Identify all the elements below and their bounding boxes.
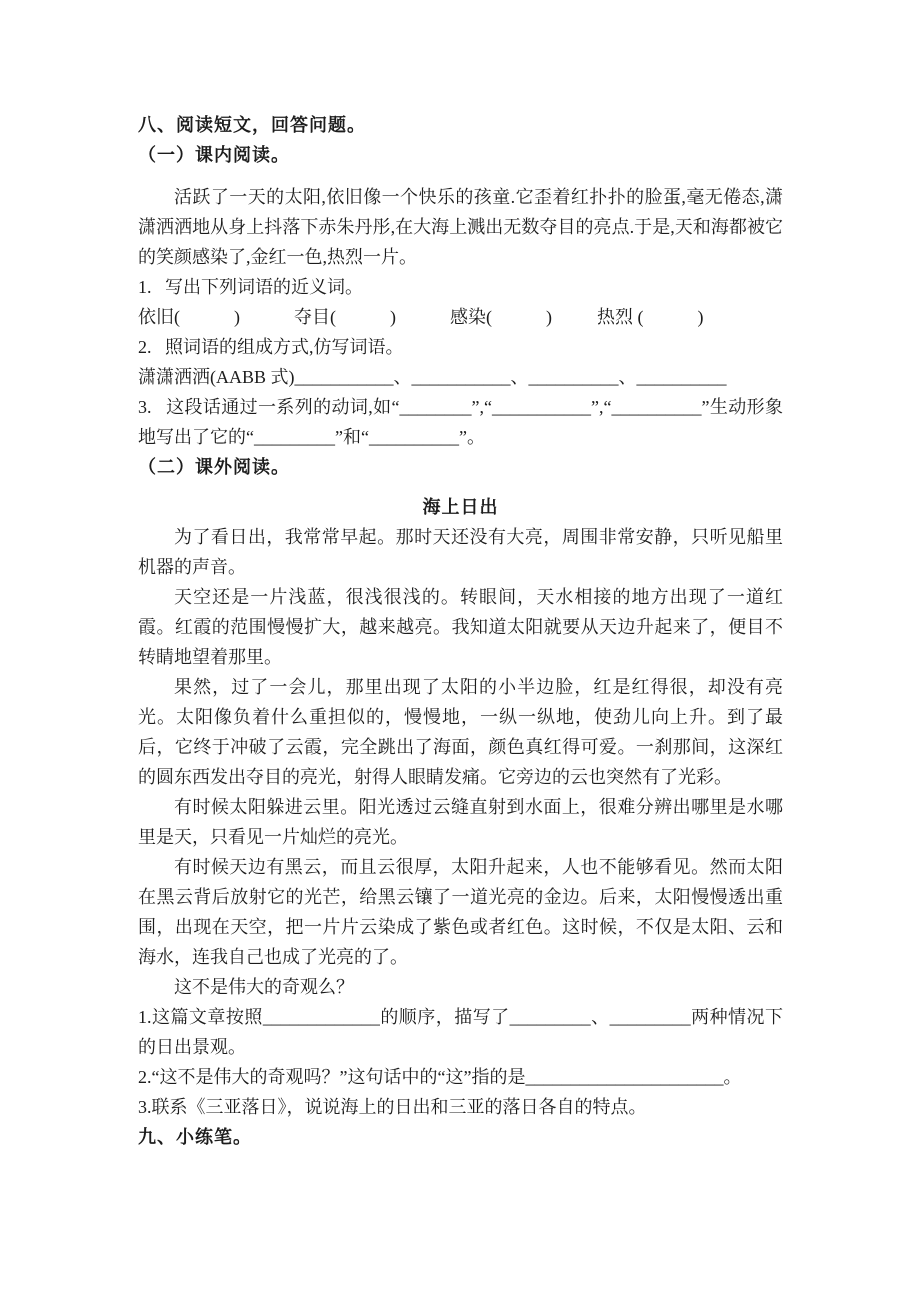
part-2-paragraph: 这不是伟大的奇观么？ (174, 977, 354, 997)
section-9-heading: 九、小练笔。 (138, 1127, 252, 1147)
part-2-paragraph: 果然，过了一会儿，那里出现了太阳的小半边脸，红是红得很，却没有亮光。太阳像负着什么重担似的，慢慢地，一纵一纵地，使劲儿向上升。到了最后，它终于冲破了云霞，完全跳出了海面，颜色真红得可爱。一刹那间，这深红的圆东西发出夺目的亮光，射得人眼睛发痛。它旁边的云也突然有了光彩。 (138, 677, 783, 787)
part-2-paragraph: 有时候天边有黑云，而且云很厚，太阳升起来，人也不能够看见。然而太阳在黑云背后放射它的光芒，给黑云镶了一道光亮的金边。后来，太阳慢慢透出重围，出现在天空，把一片片云染成了紫色或者红色。这时候，不仅是太阳、云和海水，连我自己也成了光亮的了。 (138, 857, 783, 967)
part-2-paragraph: 为了看日出，我常常早起。那时天还没有大亮，周围非常安静，只听见船里机器的声音。 (138, 527, 783, 577)
part-1-question-3: 3. 这段话通过一系列的动词,如“________”,“___________”,“__________”生动形象地写出了它的“_________”和“__________”。 (138, 397, 783, 447)
part-1-question-1-label: 1. 写出下列词语的近义词。 (138, 277, 363, 297)
part-1-question-2-label: 2. 照词语的组成方式,仿写词语。 (138, 337, 404, 357)
part-2-heading: （二）课外阅读。 (138, 457, 290, 477)
part-2-paragraph: 有时候太阳躲进云里。阳光透过云缝直射到水面上，很难分辨出哪里是水哪里是天，只看见一片灿烂的亮光。 (138, 797, 783, 847)
part-2-question-2: 2.“这不是伟大的奇观吗？”这句话中的“这”指的是______________________。 (138, 1067, 742, 1087)
part-1-heading: （一）课内阅读。 (138, 145, 290, 165)
part-2-paragraph: 天空还是一片浅蓝，很浅很浅的。转眼间，天水相接的地方出现了一道红霞。红霞的范围慢慢扩大，越来越亮。我知道太阳就要从天边升起来了，便目不转睛地望着那里。 (138, 587, 783, 667)
part-2-question-1: 1.这篇文章按照_____________的顺序，描写了_________、_________两种情况下的日出景观。 (138, 1007, 783, 1057)
part-1-question-2-blanks: 潇潇洒洒(AABB 式)___________、___________、__________、__________ (138, 367, 727, 387)
part-2-question-3: 3.联系《三亚落日》，说说海上的日出和三亚的落日各自的特点。 (138, 1097, 647, 1117)
part-1-question-1-blanks: 依旧( ) 夺目( ) 感染( ) 热烈 ( ) (138, 307, 704, 327)
part-2-passage-title: 海上日出 (422, 497, 499, 517)
section-8-heading: 八、阅读短文，回答问题。 (138, 115, 366, 135)
part-1-passage: 活跃了一天的太阳,依旧像一个快乐的孩童.它歪着红扑扑的脸蛋,毫无倦态,潇潇洒洒地从身上抖落下赤朱丹彤,在大海上溅出无数夺目的亮点.于是,天和海都被它的笑颜感染了,金红一色,热烈一片。 (138, 187, 783, 267)
